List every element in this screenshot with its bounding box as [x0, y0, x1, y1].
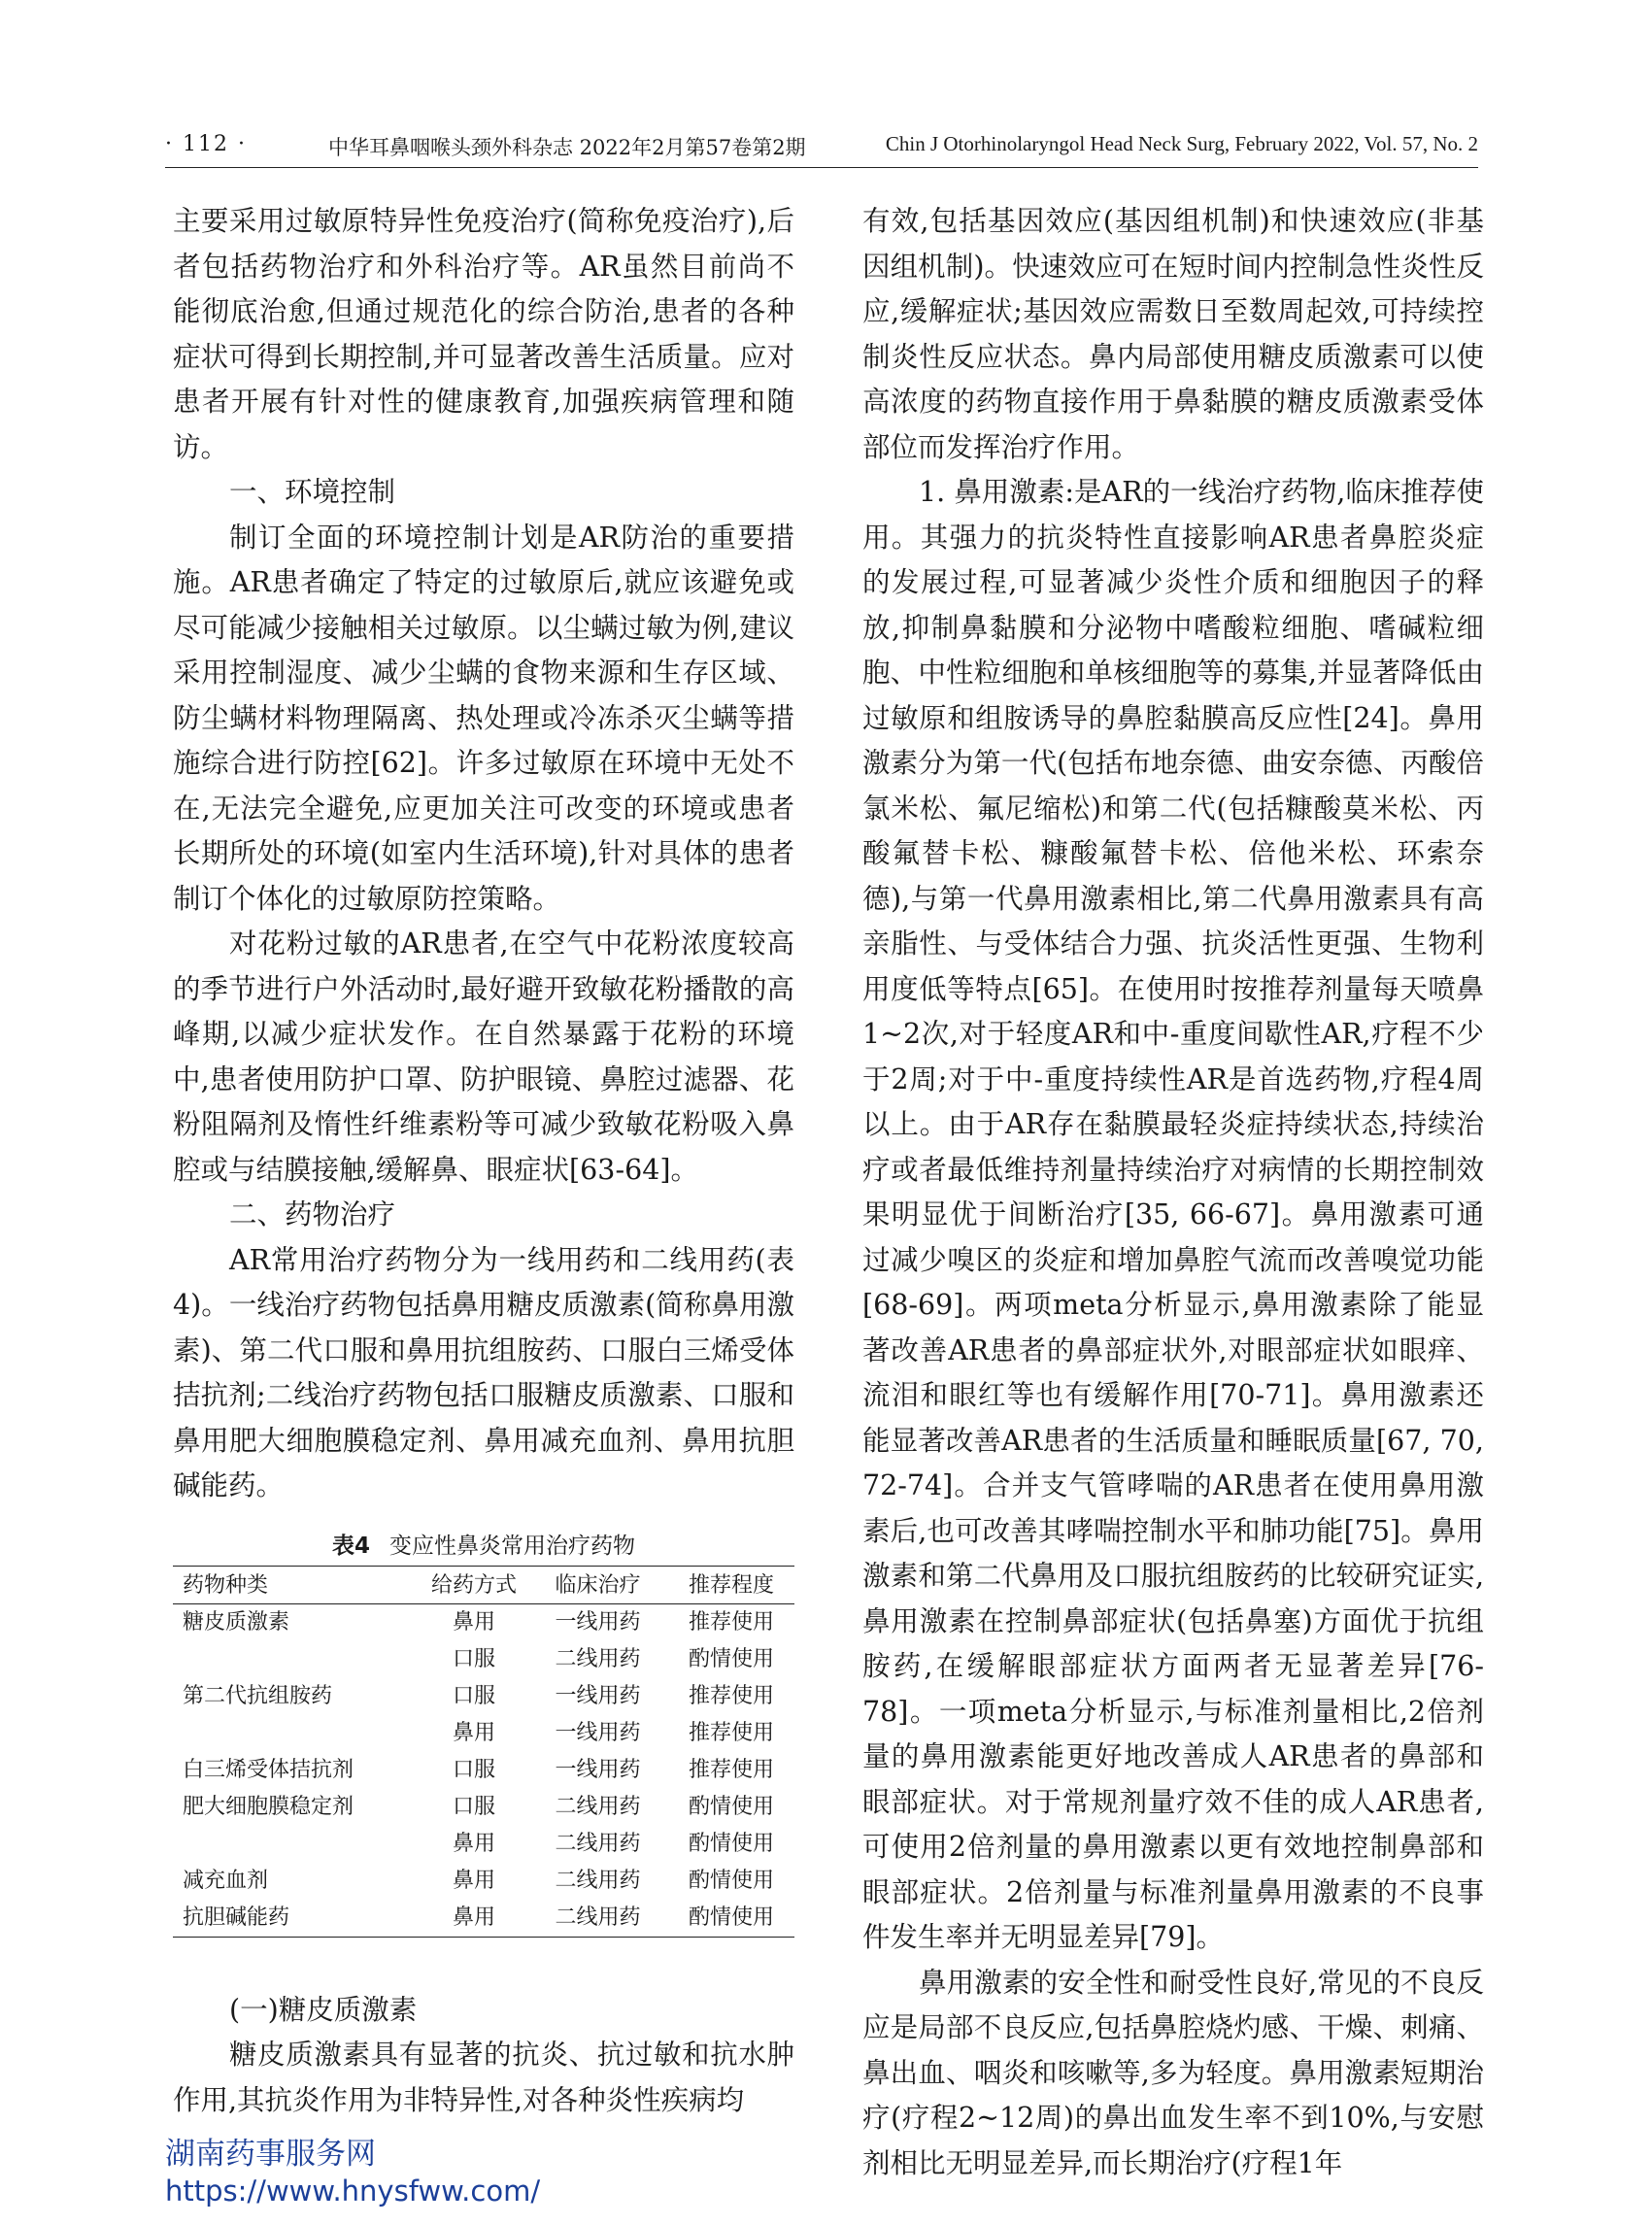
- column-header: 推荐程度: [658, 1566, 794, 1603]
- table-cell: 酌情使用: [658, 1900, 794, 1938]
- running-header: [165, 128, 1478, 168]
- page-number: · 112 ·: [165, 132, 247, 156]
- paragraph: 1. 鼻用激素:是AR的一线治疗药物,临床推荐使用。其强力的抗炎特性直接影响AR患者鼻腔炎症的发展过程,可显著减少炎性介质和细胞因子的释放,抑制鼻黏膜和分泌物中嗜酸粒细胞、嗜碱粒细胞、中性粒细胞和单核细胞等的募集,并显著降低由过敏原和组胺诱导的鼻腔黏膜高反应性[24]。鼻用激素分为第一代(包括布地奈德、曲安奈德、丙酸倍氯米松、氟尼缩松)和第二代(包括糠酸莫米松、丙酸氟替卡松、糠酸氟替卡松、倍他米松、环索奈德),与第一代鼻用激素相比,第二代鼻用激素具有高亲脂性、与受体结合力强、抗炎活性更强、生物利用度低等特点[65]。在使用时按推荐剂量每天喷鼻1~2次,对于轻度AR和中-重度间歇性AR,疗程不少于2周;对于中-重度持续性AR是首选药物,疗程4周以上。由于AR存在黏膜最轻炎症持续状态,持续治疗或者最低维持剂量持续治疗对病情的长期控制效果明显优于间断治疗[35, 66-67]。鼻用激素可通过减少嗅区的炎症和增加鼻腔气流而改善嗅觉功能[68-69]。两项meta分析显示,鼻用激素除了能显著改善AR患者的鼻部症状外,对眼部症状如眼痒、流泪和眼红等也有缓解作用[70-71]。鼻用激素还能显著改善AR患者的生活质量和睡眠质量[67, 70, 72-74]。合并支气管哮喘的AR患者在使用鼻用激素后,也可改善其哮喘控制水平和肺功能[75]。鼻用激素和第二代鼻用及口服抗组胺药的比较研究证实,鼻用激素在控制鼻部症状(包括鼻塞)方面优于抗组胺药,在缓解眼部症状方面两者无显著差异[76-78]。一项meta分析显示,与标准剂量相比,2倍剂量的鼻用激素能更好地改善成人AR患者的鼻部和眼部症状。对于常规剂量疗效不佳的成人AR患者,可使用2倍剂量的鼻用激素以更有效地控制鼻部和眼部症状。2倍剂量与标准剂量鼻用激素的不良事件发生率并无明显差异[79]。: [862, 476, 1484, 1953]
- journal-title-cn: 中华耳鼻咽喉头颈外科杂志 2022年2月第57卷第2期: [328, 136, 806, 159]
- journal-title-en: Chin J Otorhinolaryngol Head Neck Surg, February 2022, Vol. 57, No. 2: [885, 132, 1478, 155]
- table-cell: 第二代抗组胺药: [183, 1683, 333, 1708]
- section-heading-environment: 一、环境控制: [229, 476, 396, 508]
- paragraph: 糖皮质激素具有显著的抗炎、抗过敏和抗水肿作用,其抗炎作用为非特异性,对各种炎性疾病均: [173, 2039, 794, 2116]
- table-cell: 鼻用: [421, 1900, 527, 1938]
- table-row: [173, 1715, 794, 1752]
- table-cell: 一线用药: [555, 1720, 641, 1745]
- table-cell: 二线用药: [555, 1868, 641, 1893]
- column-header: 临床治疗: [527, 1566, 658, 1603]
- table-cell: 二线用药: [527, 1900, 658, 1938]
- table-cell: 鼻用: [452, 1720, 495, 1745]
- paragraph: AR常用治疗药物分为一线用药和二线用药(表4)。一线治疗药物包括鼻用糖皮质激素(简称鼻用激素)、第二代口服和鼻用抗组胺药、口服白三烯受体拮抗剂;二线治疗药物包括口服糖皮质激素、口服和鼻用肥大细胞膜稳定剂、鼻用减充血剂、鼻用抗胆碱能药。: [173, 1243, 794, 1501]
- table-cell: 鼻用: [452, 1831, 495, 1856]
- paragraph: 有效,包括基因效应(基因组机制)和快速效应(非基因组机制)。快速效应可在短时间内控制急性炎性反应,缓解症状;基因效应需数日至数周起效,可持续控制炎性反应状态。鼻内局部使用糖皮质激素可以使高浓度的药物直接作用于鼻黏膜的糖皮质激素受体部位而发挥治疗作用。: [862, 205, 1484, 463]
- left-column: [173, 199, 794, 2123]
- table-cell: 减充血剂: [183, 1868, 269, 1893]
- table-cell: 二线用药: [555, 1794, 641, 1819]
- table-row: [173, 1678, 794, 1715]
- table-row: [173, 1863, 794, 1900]
- table-cell: 一线用药: [555, 1757, 641, 1782]
- table-row: [173, 1752, 794, 1789]
- paragraph: 制订全面的环境控制计划是AR防治的重要措施。AR患者确定了特定的过敏原后,就应该避免或尽可能减少接触相关过敏原。以尘螨过敏为例,建议采用控制湿度、减少尘螨的食物来源和生存区域、防尘螨材料物理隔离、热处理或冷冻杀灭尘螨等措施综合进行防控[62]。许多过敏原在环境中无处不在,无法完全避免,应更加关注可改变的环境或患者长期所处的环境(如室内生活环境),针对具体的患者制订个体化的过敏原防控策略。: [173, 521, 794, 915]
- table-header-row: [173, 1566, 794, 1603]
- table-cell: 推荐使用: [688, 1609, 774, 1635]
- table-cell: 口服: [452, 1683, 495, 1708]
- paragraph: 鼻用激素的安全性和耐受性良好,常见的不良反应是局部不良反应,包括鼻腔烧灼感、干燥、刺痛、鼻出血、咽炎和咳嗽等,多为轻度。鼻用激素短期治疗(疗程2~12周)的鼻出血发生率不到10%,与安慰剂相比无明显差异,而长期治疗(疗程1年: [862, 1966, 1484, 2179]
- drug-table: [173, 1566, 794, 1938]
- table-cell: 一线用药: [555, 1609, 641, 1635]
- table-cell: 推荐使用: [688, 1757, 774, 1782]
- table-row: [173, 1826, 794, 1863]
- table-cell: 白三烯受体拮抗剂: [183, 1757, 354, 1782]
- column-header: 给药方式: [421, 1566, 527, 1603]
- watermark-site-name: 湖南药事服务网: [165, 2137, 376, 2172]
- paragraph: 主要采用过敏原特异性免疫治疗(简称免疫治疗),后者包括药物治疗和外科治疗等。AR虽然目前尚不能彻底治愈,但通过规范化的综合防治,患者的各种症状可得到长期控制,并可显著改善生活质量。应对患者开展有针对性的健康教育,加强疾病管理和随访。: [173, 205, 794, 463]
- table-cell: 推荐使用: [688, 1720, 774, 1745]
- right-column: [862, 199, 1484, 2186]
- column-header: 药物种类: [173, 1566, 421, 1603]
- table-cell: 肥大细胞膜稳定剂: [183, 1794, 354, 1819]
- table-title: 变应性鼻炎常用治疗药物: [389, 1533, 635, 1559]
- table-row: [173, 1900, 794, 1938]
- section-heading-drug-therapy: 二、药物治疗: [229, 1198, 396, 1230]
- table-label: 表4: [331, 1533, 370, 1559]
- table-cell: 口服: [452, 1794, 495, 1819]
- table-row: [173, 1789, 794, 1826]
- table-cell: 口服: [452, 1646, 495, 1671]
- table-cell: 二线用药: [555, 1646, 641, 1671]
- drug-table-block: [173, 1527, 794, 1938]
- table-row: [173, 1641, 794, 1678]
- subsection-heading-glucocorticoids: (一)糖皮质激素: [229, 1993, 418, 2026]
- watermark-url: https://www.hnysfww.com/: [165, 2174, 541, 2208]
- table-cell: 口服: [452, 1757, 495, 1782]
- table-cell: 酌情使用: [688, 1831, 774, 1856]
- table-cell: 鼻用: [452, 1609, 495, 1635]
- table-cell: [173, 1826, 421, 1863]
- table-cell: 一线用药: [555, 1683, 641, 1708]
- table-cell: 推荐使用: [688, 1683, 774, 1708]
- table-caption: [173, 1527, 794, 1566]
- paragraph: 对花粉过敏的AR患者,在空气中花粉浓度较高的季节进行户外活动时,最好避开致敏花粉播散的高峰期,以减少症状发作。在自然暴露于花粉的环境中,患者使用防护口罩、防护眼镜、鼻腔过滤器、花粉阻隔剂及惰性纤维素粉等可减少致敏花粉吸入鼻腔或与结膜接触,缓解鼻、眼症状[63-64]。: [173, 927, 794, 1186]
- table-cell: 鼻用: [452, 1868, 495, 1893]
- table-cell: 抗胆碱能药: [173, 1900, 421, 1938]
- watermark: [165, 2135, 540, 2208]
- table-cell: [173, 1641, 421, 1678]
- table-cell: 糖皮质激素: [183, 1609, 290, 1635]
- table-cell: 酌情使用: [688, 1794, 774, 1819]
- table-cell: 酌情使用: [688, 1868, 774, 1893]
- table-cell: 酌情使用: [688, 1646, 774, 1671]
- table-cell: 二线用药: [555, 1831, 641, 1856]
- table-cell: [173, 1715, 421, 1752]
- table-row: [173, 1603, 794, 1641]
